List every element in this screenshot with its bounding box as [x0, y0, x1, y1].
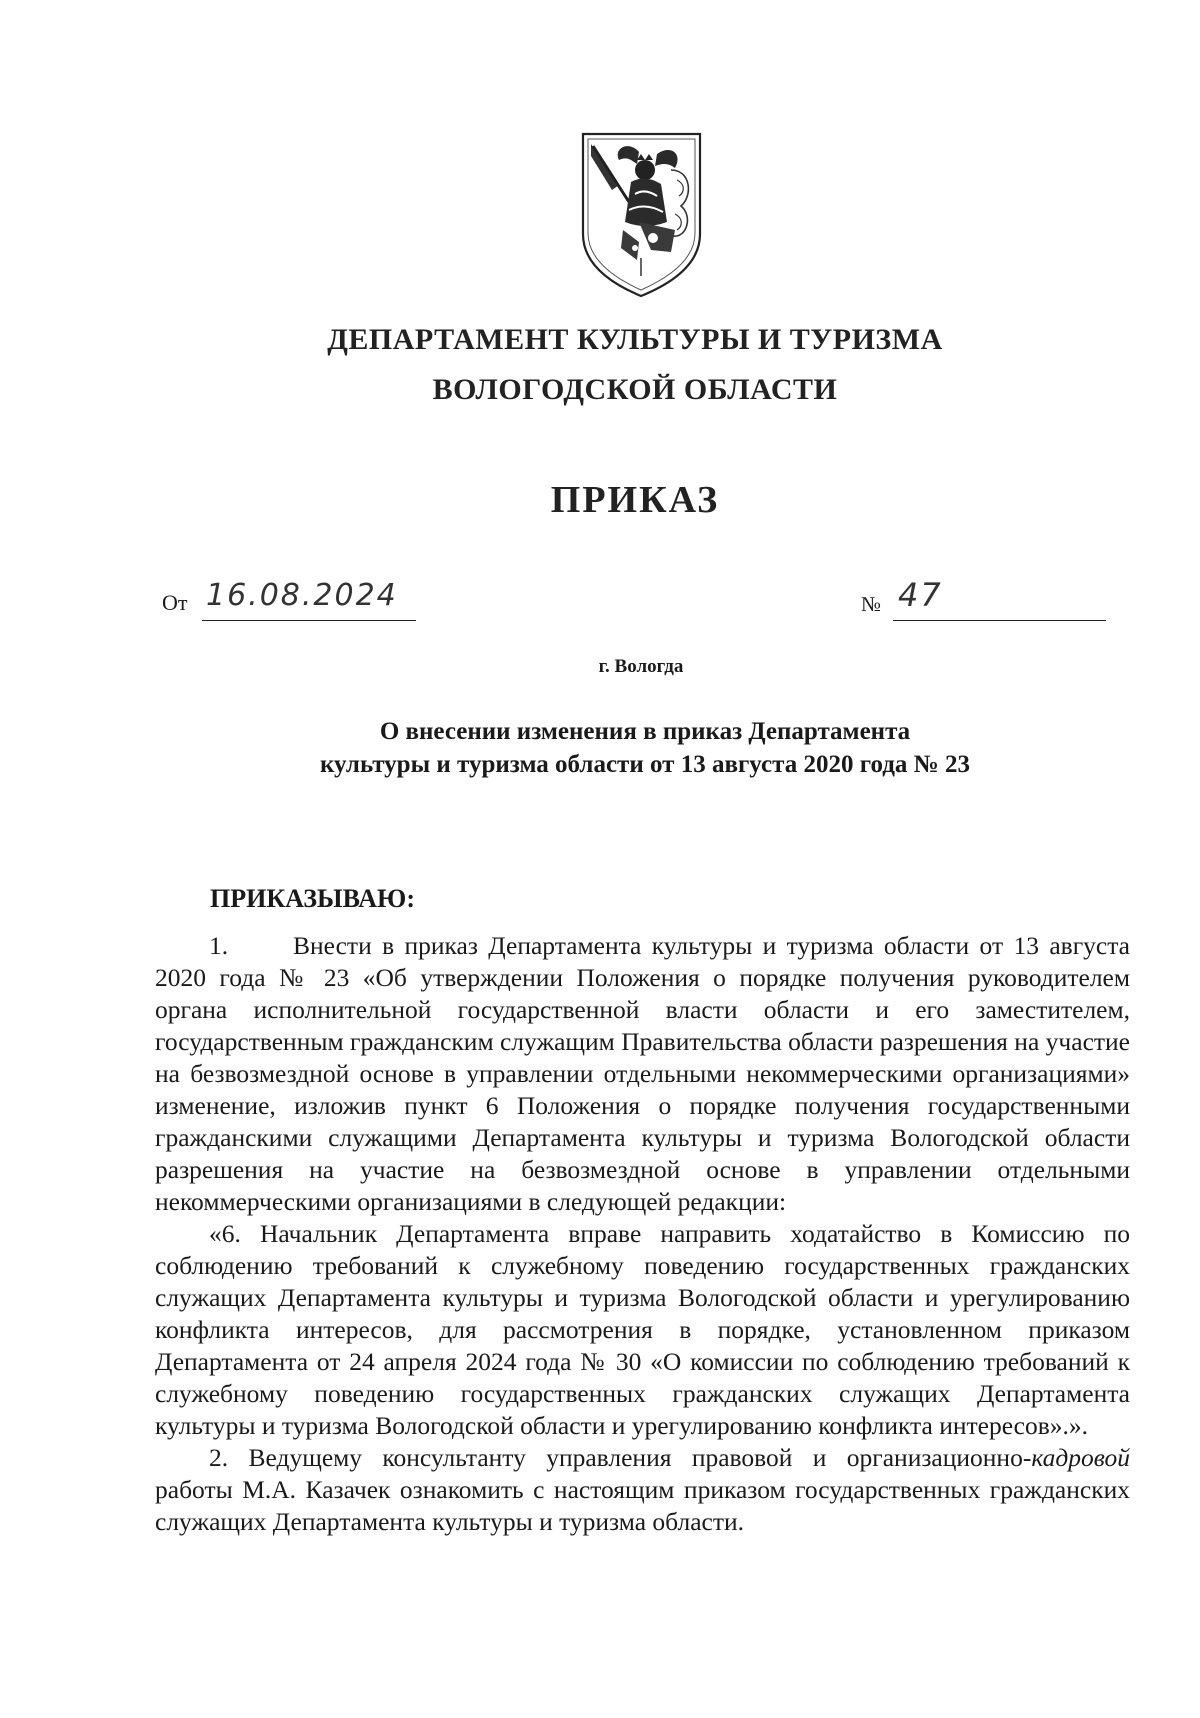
order-body	[155, 930, 1130, 1538]
handwritten-date: 16.08.2024	[206, 578, 398, 613]
item-2-text-start: 2. Ведущему консультанту управления правовой и организационно-	[209, 1443, 1032, 1472]
document-type-title: ПРИКАЗ	[550, 479, 720, 521]
paragraph-item-2	[155, 1442, 1130, 1538]
coat-of-arms-emblem	[579, 130, 704, 300]
number-underline	[893, 620, 1106, 621]
item-2-text-italic: кадровой	[1031, 1443, 1130, 1472]
handwritten-number: 47	[898, 576, 943, 614]
item-2-text-end: работы М.А. Казачек ознакомить с настоящим приказом государственных гражданских служащих Департамента культуры и туризма области.	[155, 1475, 1130, 1536]
date-underline	[202, 620, 416, 621]
subject-line2: культуры и туризма области от 13 августа 2020 года № 23	[320, 751, 970, 778]
item-1-text: Внести в приказ Департамента культуры и туризма области от 13 августа 2020 года № 23 «Об утверждении Положения о порядке получения руководителем органа исполнительной государственной власти области и его заместителем, государственным гражданским служащим Правительства области разрешения на участие на безвозмездной основе в управлении отдельными некоммерческими организациями» изменение, изложив пункт 6 Положения о порядке получения государственными гражданскими служащими Департамента культуры и туризма Вологодской области разрешения на участие на безвозмездной основе в управлении отдельными некоммерческими организациями в следующей редакции:	[155, 931, 1130, 1216]
city-line: г. Вологда	[598, 656, 684, 677]
number-label: №	[861, 592, 882, 616]
item-1-number: 1.	[209, 931, 229, 960]
subject-line1: О внесении изменения в приказ Департамента	[379, 718, 911, 745]
paragraph-item-1	[155, 930, 1130, 1218]
paragraph-quote: «6. Начальник Департамента вправе направить ходатайство в Комиссию по соблюдению требований к служебному поведению государственных гражданских служащих Департамента культуры и туризма Вологодской области и урегулированию конфликта интересов, для рассмотрения в порядке, установленном приказом Департамента от 24 апреля 2024 года № 30 «О комиссии по соблюдению требований к служебному поведению государственных гражданских служащих Департамента культуры и туризма Вологодской области и урегулированию конфликта интересов».».	[155, 1219, 1130, 1440]
department-name-line1: ДЕПАРТАМЕНТ КУЛЬТУРЫ И ТУРИЗМА	[327, 323, 943, 356]
order-heading: ПРИКАЗЫВАЮ:	[210, 884, 415, 913]
department-name-line2: ВОЛОГОДСКОЙ ОБЛАСТИ	[432, 373, 838, 406]
date-label: От	[162, 590, 188, 615]
